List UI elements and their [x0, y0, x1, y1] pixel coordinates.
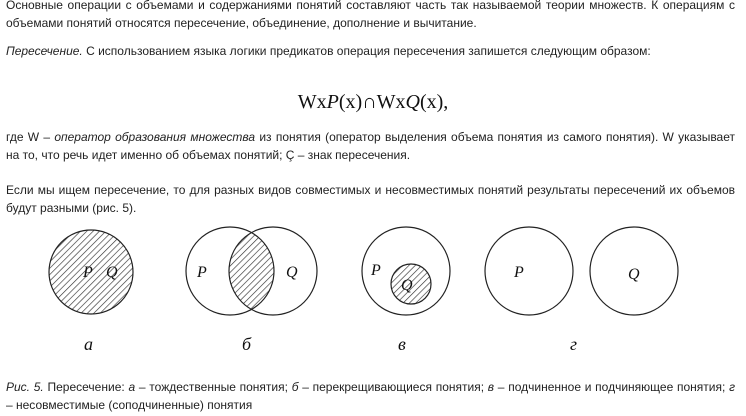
- diagram-letter: а: [84, 334, 93, 354]
- label-p: P: [371, 262, 381, 279]
- caption-fig: Рис. 5.: [6, 380, 44, 394]
- intersection-paragraph: [6, 42, 735, 60]
- caption-t5: – несовместимые (соподчиненные) понятия: [6, 398, 253, 412]
- operator-lead: где W –: [6, 130, 55, 144]
- circle-p: [485, 227, 573, 315]
- caption-a: а: [128, 380, 136, 394]
- figure-caption: [6, 378, 735, 414]
- formula-p: P: [326, 91, 339, 113]
- results-text: Если мы ищем пересечение, то для разных видов совместимых и несовместимых понятий результаты пересечений их объемов будут разными (рис. 5).: [6, 183, 735, 215]
- formula-q: Q: [405, 91, 420, 113]
- diagram-letter: в: [398, 334, 406, 354]
- caption-g: г: [729, 380, 736, 394]
- caption-t1: Пересечение:: [43, 380, 129, 394]
- label-p: P: [514, 264, 524, 281]
- formula-x1: (x): [338, 91, 363, 113]
- label-p: P: [197, 264, 207, 281]
- label-q: Q: [401, 277, 413, 294]
- diagram-v: [362, 227, 450, 354]
- operator-paragraph: [6, 128, 735, 164]
- formula-w2: Wx: [376, 91, 406, 113]
- intersection-term: Пересечение.: [6, 44, 83, 58]
- formula-operator: ∩: [362, 91, 377, 113]
- diagram-letter: г: [570, 334, 578, 354]
- intersection-formula: [0, 90, 746, 114]
- formula-x2: (x),: [419, 91, 449, 113]
- diagram-g: [485, 227, 678, 354]
- operator-term: оператор образования множества: [54, 130, 256, 144]
- intro-text: Основные операции с объемами и содержаниями понятий составляют часть так называемой теории множеств. К операциям с объемами понятий относятся пересечение, объединение, дополнение и вычитание.: [6, 0, 735, 30]
- label-q: Q: [286, 264, 298, 281]
- caption-t3: – перекрещивающиеся понятия;: [298, 380, 488, 394]
- label-q: Q: [628, 266, 640, 283]
- euler-diagrams-figure: [0, 222, 746, 362]
- operator-text: из понятия (оператор выделения объема понятия из самого понятия). W указывает на то, что речь идет именно об объемах понятий; Ç – знак пересечения.: [6, 130, 736, 162]
- caption-t4: – подчиненное и подчиняющее понятия;: [494, 380, 730, 394]
- label-q: Q: [106, 264, 118, 281]
- caption-b: б: [291, 380, 299, 394]
- intersection-text: С использованием языка логики предикатов операция пересечения запишется следующим образом:: [82, 44, 651, 58]
- label-p: P: [83, 264, 93, 281]
- diagram-a: [49, 230, 133, 354]
- caption-v: в: [487, 380, 495, 394]
- results-paragraph: [6, 181, 735, 217]
- intro-paragraph: [6, 0, 735, 32]
- diagram-letter: б: [242, 334, 252, 354]
- formula-w1: Wx: [297, 91, 327, 113]
- diagram-b: [186, 227, 317, 354]
- caption-t2: – тождественные понятия;: [135, 380, 292, 394]
